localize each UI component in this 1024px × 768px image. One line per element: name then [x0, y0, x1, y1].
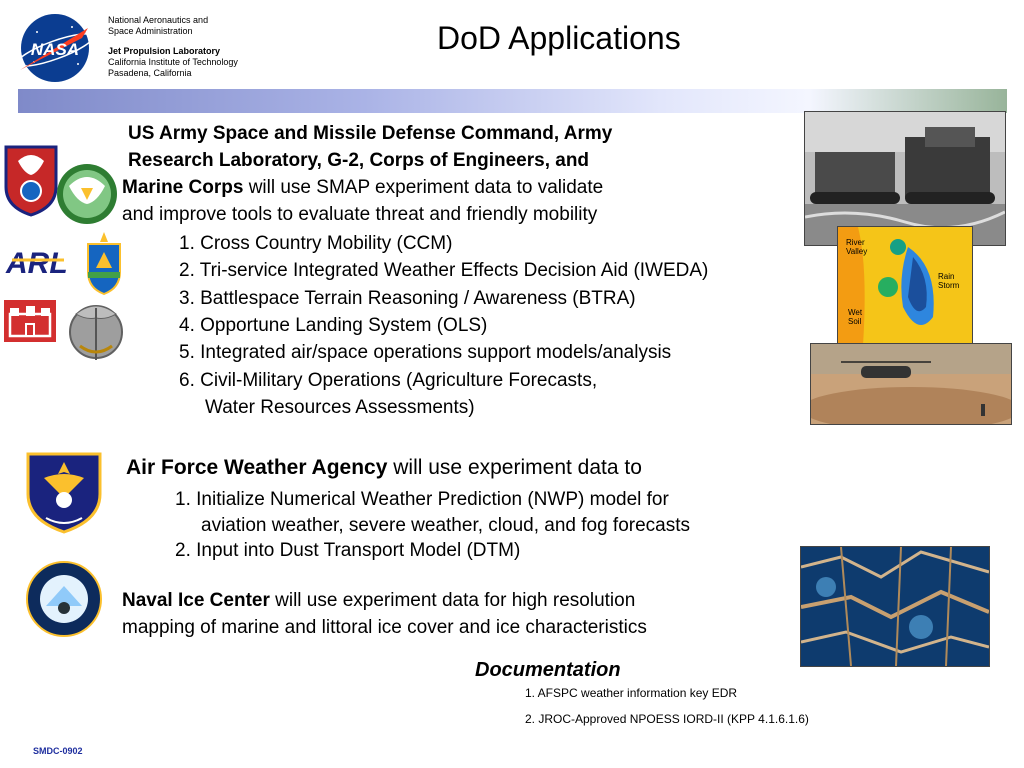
nasa-logo: [12, 12, 98, 84]
army-bold-line-1: US Army Space and Missile Defense Command, Army: [128, 123, 613, 144]
marine-corps-emblem: [62, 294, 130, 366]
agency-line-1: National Aeronautics and: [108, 15, 209, 25]
soil-moisture-map: [837, 226, 973, 346]
air-force-weather-agency-emblem: [20, 448, 108, 536]
lab-name: Jet Propulsion Laboratory: [108, 46, 221, 56]
header-gradient-bar: [18, 89, 1007, 113]
map-label-rain-2: Storm: [938, 281, 960, 290]
nasa-logo-text: NASA: [30, 40, 80, 59]
afwa-item-1-cont: aviation weather, severe weather, cloud, and fog forecasts: [201, 515, 691, 536]
naval-line-1: [122, 587, 635, 614]
naval-line-1-rest: will use experiment data for high resolution: [269, 590, 636, 611]
sea-ice-photo: [800, 546, 990, 667]
afwa-name: Air Force Weather Agency: [126, 456, 388, 479]
doc-item-2: 2. JROC-Approved NPOESS IORD-II (KPP 4.1.6.1.6): [525, 712, 809, 726]
institute-name: California Institute of Technology: [108, 57, 238, 67]
army-item-6: 6. Civil-Military Operations (Agriculture Forecasts,: [179, 370, 598, 391]
army-item-4: 4. Opportune Landing System (OLS): [179, 315, 488, 336]
map-label-river-1: River: [846, 238, 865, 247]
naval-ice-center-emblem: [24, 560, 104, 638]
naval-ice-center-name: Naval Ice Center: [122, 590, 270, 611]
army-item-2: 2. Tri-service Integrated Weather Effects Decision Aid (IWEDA): [179, 260, 709, 281]
footer-code: SMDC-0902: [33, 746, 83, 756]
agency-line-2: Space Administration: [108, 26, 193, 36]
army-item-3: 3. Battlespace Terrain Reasoning / Awareness (BTRA): [179, 288, 636, 309]
arl-logo: [4, 240, 68, 280]
map-label-rain-1: Rain: [938, 272, 955, 281]
marine-corps-label: Marine Corps: [122, 177, 244, 198]
army-item-1: 1. Cross Country Mobility (CCM): [179, 233, 453, 254]
army-line-3: [122, 174, 603, 201]
naval-line-2: mapping of marine and littoral ice cover and ice characteristics: [122, 617, 647, 638]
army-bold-line-2: Research Laboratory, G-2, Corps of Engineers, and: [128, 150, 590, 171]
agency-block: [108, 15, 238, 79]
afwa-item-2: 2. Input into Dust Transport Model (DTM): [175, 540, 521, 561]
smdc-eagle-emblem: [2, 143, 60, 217]
institute-location: Pasadena, California: [108, 68, 192, 78]
army-line-4: and improve tools to evaluate threat and friendly mobility: [122, 204, 598, 225]
globe-eagle-emblem: [55, 156, 119, 232]
helicopter-dust-photo: [810, 343, 1012, 425]
army-line-3-rest: will use SMAP experiment data to validate: [243, 177, 604, 198]
corps-of-engineers-castle-icon: [4, 300, 56, 342]
army-item-6-cont: Water Resources Assessments): [205, 397, 475, 418]
afwa-intro-rest: will use experiment data to: [387, 456, 642, 479]
army-item-5: 5. Integrated air/space operations support models/analysis: [179, 342, 672, 363]
map-label-wet-1: Wet: [848, 308, 863, 317]
arl-logo-text: ARL: [6, 247, 68, 280]
page-title: DoD Applications: [437, 20, 681, 56]
documentation-heading: Documentation: [475, 659, 621, 681]
afwa-item-1: 1. Initialize Numerical Weather Prediction (NWP) model for: [175, 489, 669, 510]
g2-shield-emblem: [84, 232, 124, 296]
afwa-intro: [126, 454, 642, 481]
doc-item-1: 1. AFSPC weather information key EDR: [525, 686, 738, 700]
map-label-river-2: Valley: [846, 247, 868, 256]
map-label-wet-2: Soil: [848, 317, 862, 326]
